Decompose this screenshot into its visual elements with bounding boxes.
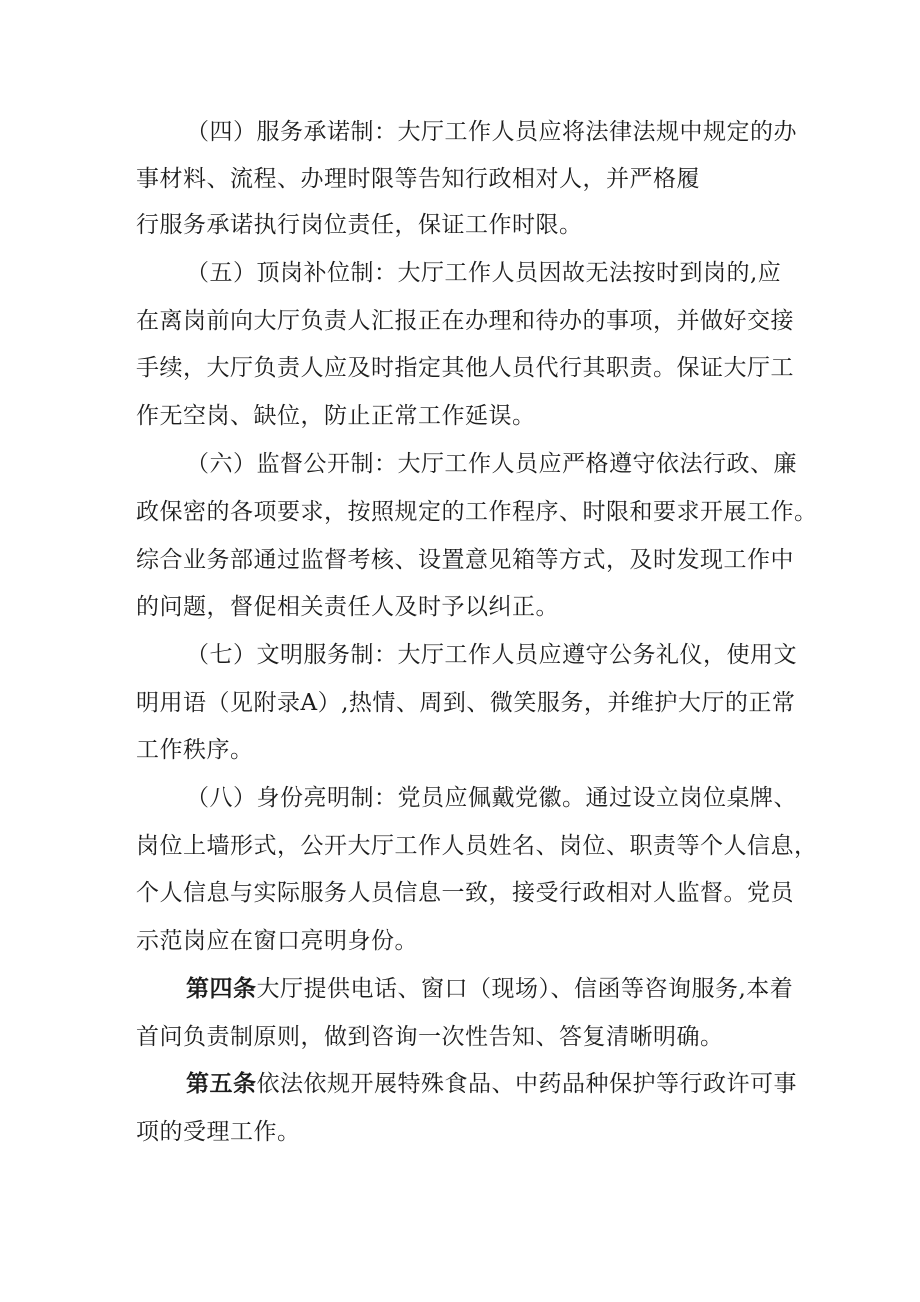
item5-line-2: 在离岗前向大厅负责人汇报正在办理和待办的事项，并做好交接 [136,308,794,334]
item5-line-1: （五）顶岗补位制：大厅工作人员因故无法按时到岗的,应 [186,260,782,286]
item6-line-2: 政保密的各项要求，按照规定的工作程序、时限和要求开展工作。 [136,499,818,525]
article4-line-1 [186,974,793,1004]
item8-line-4: 示范岗应在窗口亮明身份。 [136,928,418,954]
item8-line-2: 岗位上墙形式，公开大厅工作人员姓名、岗位、职责等个人信息， [136,833,818,859]
item4-line-1: （四）服务承诺制：大厅工作人员应将法律法规中规定的办 [186,119,797,145]
article5-line-2: 项的受理工作。 [136,1119,301,1145]
article5-text: 依法依规开展特殊食品、中药品种保护等行政许可事 [256,1071,797,1097]
item8-line-1: （八）身份亮明制：党员应佩戴党徽。通过设立岗位桌牌、 [186,785,797,811]
article4-line-2: 首问负责制原则，做到咨询一次性告知、答复清晰明确。 [136,1024,724,1050]
item6-line-4: 的问题，督促相关责任人及时予以纠正。 [136,594,559,620]
article4-text: 大厅提供电话、窗口（现场）、信函等咨询服务,本着 [256,976,794,1002]
item6-line-3: 综合业务部通过监督考核、设置意见箱等方式，及时发现工作中 [136,547,794,573]
article4-heading: 第四条 [186,975,257,1002]
item8-line-3: 个人信息与实际服务人员信息一致，接受行政相对人监督。党员 [136,880,794,906]
item7-line-3: 工作秩序。 [136,737,254,763]
article5-heading: 第五条 [186,1070,257,1097]
item6-line-1: （六）监督公开制：大厅工作人员应严格遵守依法行政、廉 [186,451,797,477]
item7-line-2: 明用语（见附录A）,热情、周到、微笑服务，并维护大厅的正常 [136,690,796,716]
item4-line-2: 事材料、流程、办理时限等告知行政相对人，并严格履 [136,166,700,192]
item7-line-1: （七）文明服务制：大厅工作人员应遵守公务礼仪，使用文 [186,642,797,668]
article5-line-1 [186,1069,797,1099]
item5-line-4: 作无空岗、缺位，防止正常工作延误。 [136,403,536,429]
item4-line-3: 行服务承诺执行岗位责任，保证工作时限。 [136,212,583,238]
item5-line-3: 手续，大厅负责人应及时指定其他人员代行其职责。保证大厅工 [136,355,794,381]
